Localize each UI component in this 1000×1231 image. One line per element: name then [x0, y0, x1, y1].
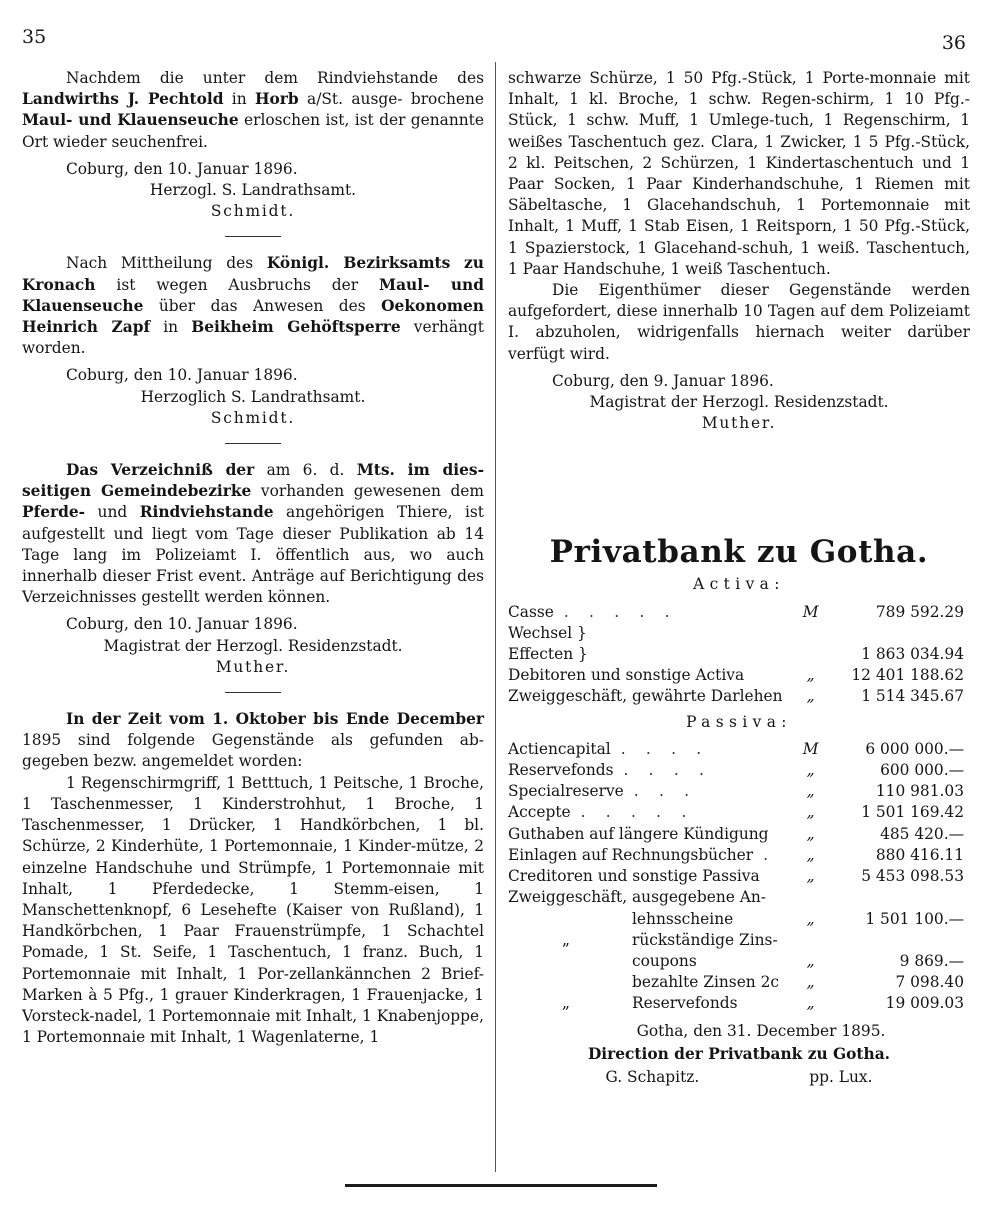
currency-mark: M: [802, 739, 819, 758]
notice-text: Mts. im dies-: [356, 461, 484, 480]
balance-row: [508, 993, 970, 1014]
currency-mark: „: [806, 803, 815, 822]
balance-label: [508, 644, 794, 665]
balance-row: [508, 739, 970, 760]
notice-text: in: [223, 90, 255, 109]
balance-row: [508, 781, 970, 802]
leader-dots: .: [763, 845, 776, 864]
balance-amount: [827, 887, 970, 908]
notice-authority: Herzoglich S. Landrathsamt.: [140, 387, 366, 406]
notice-text: In der Zeit vom 1. Oktober bis Ende December: [66, 710, 484, 729]
notice-text: am 6. d.: [254, 461, 357, 480]
notice-place-date: Coburg, den 10. Januar 1896.: [66, 366, 298, 385]
notice-text: Landwirths J. Pechtold: [22, 90, 224, 109]
notice-text: seitigen Gemeindebezirke: [22, 482, 252, 501]
notice-text: verhängt: [400, 318, 484, 337]
balance-label-text: Effecten }: [508, 645, 588, 664]
notice-text: der genannte Ort wieder seuchenfrei.: [22, 111, 484, 151]
currency-mark: „: [806, 782, 815, 801]
currency-mark: „: [806, 951, 815, 970]
balance-label-text: Zweiggeschäft, ausgegebene An-: [508, 888, 766, 907]
balance-row: [508, 760, 970, 781]
separator-rule: [225, 236, 281, 237]
currency-mark: M: [802, 602, 819, 621]
currency-mark: „: [806, 824, 815, 843]
balance-amount: 19 009.03: [885, 994, 964, 1013]
balance-amount: 1 501 100.—: [865, 909, 964, 928]
owners-notice: Die Eigenthümer dieser Gegenstände werden aufgefordert, diese innerhalb 10 Tagen auf dem Polizeiamt I. abzuholen, widrigenfalls hiernach weiter darüber verfügt wird.: [508, 281, 970, 363]
balance-row: [508, 951, 970, 972]
balance-amount: 12 401 188.62: [851, 666, 964, 685]
balance-amount: 7 098.40: [895, 973, 964, 992]
balance-label: [508, 686, 794, 707]
notice-text: vorhanden gewesenen dem: [251, 482, 485, 501]
notice-text: in: [150, 318, 192, 337]
notice-text: ab 14 Tage lang im Polizeiamt I. öffentlich aus,: [22, 524, 484, 564]
balance-amount: 1 501 169.42: [861, 803, 964, 822]
notice-text: Nach Mittheilung des: [66, 254, 267, 273]
notice-text: auf Berichtigung des Verzeichnisses gestellt werden: [22, 567, 484, 607]
balance-label-text: Accepte: [508, 803, 571, 822]
balance-row: [508, 623, 970, 644]
balance-amount: 880 416.11: [875, 845, 964, 864]
found-items-continued: schwarze Schürze, 1 50 Pfg.-Stück, 1 Porte-monnaie mit Inhalt, 1 kl. Broche, 1 schw. Regen-schirm, 1 10 Pfg.-Stück, 1 schw. Muff, 1 Umlege-tuch, 1 Regenschirm, 1 weißes Taschentuch gez. Clara, 1 Zwicker, 1 5 Pfg.-Stück, 2 kl. Peitschen, 2 Schürzen, 1 Kindertaschentuch und 1 Paar Socken, 1 Paar Kinderhandschuhe, 1 Riemen mit Säbeltasche, 1 Glacehandschuh, 1 Portemonnaie mit Inhalt, 1 Muff, 1 Stab Eisen, 1 Reitsporn, 1 50 Pfg.-Stück, 1 Spazierstock, 1 Glacehand-schuh, 1 weiß. Taschentuch, 1 Paar Handschuhe, 1 weiß Taschentuch.: [508, 69, 970, 278]
balance-row: [508, 802, 970, 823]
column-divider: [495, 62, 496, 1172]
signature-name: G. Schapitz.: [605, 1067, 700, 1086]
currency-mark: „: [806, 994, 815, 1013]
notice-text: ist wegen Ausbruchs der: [95, 275, 380, 294]
notice-verzeichnis: [22, 460, 484, 678]
balance-amount: [827, 930, 970, 951]
balance-label: [508, 824, 794, 845]
passiva-table: [508, 739, 970, 1015]
balance-amount: 789 592.29: [875, 602, 964, 621]
balance-row: [508, 909, 970, 930]
notice-text: Heinrich Zapf: [22, 318, 151, 337]
notice-text: gegeben bezw. angemeldet worden:: [22, 752, 303, 771]
balance-amount: 600 000.—: [880, 761, 964, 780]
notice-gehoeftsperre: [22, 253, 484, 429]
leader-dots: . . . . .: [580, 803, 694, 822]
notice-text: Beikheim Gehöftsperre: [191, 318, 401, 337]
balance-label-text: Specialreserve: [508, 782, 624, 801]
notice-text: Nachdem die unter dem Rindviehstande des: [66, 69, 484, 87]
currency-mark: [794, 623, 826, 644]
notice-authority: Magistrat der Herzogl. Residenzstadt.: [103, 636, 403, 655]
notice-text: über das Anwesen des: [143, 296, 382, 315]
balance-label-text: Casse: [508, 602, 554, 621]
currency-mark: „: [806, 666, 815, 685]
separator-rule: [225, 692, 281, 693]
currency-mark: [794, 930, 826, 951]
balance-label: [508, 845, 794, 866]
balance-row: [508, 866, 970, 887]
bank-place-date: Gotha, den 31. December 1895.: [636, 1021, 886, 1040]
balance-amount: 6 000 000.—: [865, 739, 964, 758]
notice-text: zu Kronach: [22, 254, 484, 294]
notice-authority: Herzogl. S. Landrathsamt.: [149, 181, 357, 200]
notice-text: Klauenseuche: [22, 296, 144, 315]
balance-label: [508, 866, 794, 887]
notice-text: können.: [267, 588, 331, 607]
balance-label-text: Actiencapital: [508, 739, 611, 758]
notice-signer: Schmidt.: [210, 408, 296, 427]
balance-amount: [827, 623, 970, 644]
balance-label: [508, 993, 794, 1014]
ditto-mark: „: [562, 994, 570, 1013]
notice-text: Oekonomen: [381, 296, 484, 315]
notice-text: wo auch innerhalb dieser Frist event. Anträge: [22, 545, 484, 586]
notice-text: Königl. Bezirksamts: [266, 254, 451, 273]
leader-dots: . . .: [633, 782, 697, 801]
balance-row: [508, 930, 970, 951]
balance-label-text: Creditoren und sonstige Passiva: [508, 867, 760, 886]
balance-row: [508, 972, 970, 993]
footer-rule: [345, 1184, 657, 1187]
balance-amount: 485 420.—: [880, 824, 964, 843]
right-column: [508, 68, 970, 1088]
notice-signer: Schmidt.: [210, 202, 296, 221]
notice-fundsachen: [22, 709, 484, 1048]
passiva-heading: Passiva:: [686, 712, 792, 731]
signature-name: pp. Lux.: [809, 1067, 873, 1086]
notice-text: ist aufgestellt und liegt vom Tage dieser Publikation: [22, 503, 484, 543]
page-number-left: 35: [22, 26, 47, 48]
balance-row: [508, 887, 970, 908]
currency-mark: „: [806, 909, 815, 928]
balance-label: [508, 930, 794, 951]
balance-label-text: rückständige Zins-: [632, 930, 778, 949]
activa-table: [508, 602, 970, 708]
currency-mark: [794, 644, 826, 665]
notice-text: Rindviehstande: [139, 503, 274, 522]
balance-label-text: coupons: [632, 951, 697, 970]
balance-row: [508, 845, 970, 866]
leader-dots: . . . .: [620, 739, 709, 758]
balance-label: [508, 802, 794, 823]
currency-mark: „: [806, 845, 815, 864]
balance-label-text: Zweiggeschäft, gewährte Darlehen: [508, 687, 783, 706]
notice-text: Maul- und: [379, 275, 484, 294]
notice-place-date: Coburg, den 10. Januar 1896.: [66, 159, 298, 178]
balance-label: [508, 739, 794, 760]
balance-label-text: Einlagen auf Rechnungsbücher: [508, 845, 754, 864]
currency-mark: [794, 887, 826, 908]
notice-text: worden.: [22, 339, 86, 358]
separator-rule: [225, 443, 281, 444]
currency-mark: „: [806, 761, 815, 780]
balance-label: [508, 909, 794, 930]
notice-text: Horb: [255, 90, 299, 109]
balance-label-text: lehnsscheine: [632, 909, 734, 928]
leader-dots: . . . . .: [563, 602, 678, 621]
balance-label: [508, 665, 794, 686]
balance-amount: 110 981.03: [875, 782, 964, 801]
notice-text: erloschen ist, ist: [238, 111, 374, 130]
balance-label-text: bezahlte Zinsen 2c: [632, 973, 780, 992]
notice-signer: Muther.: [215, 657, 291, 676]
balance-amount: 9 869.—: [899, 951, 964, 970]
bank-title: Privatbank zu Gotha.: [549, 534, 929, 571]
balance-amount: 1 514 345.67: [861, 687, 964, 706]
notice-text: a/St. ausge-: [298, 90, 403, 109]
balance-label: [508, 760, 794, 781]
currency-mark: „: [806, 973, 815, 992]
balance-label-text: Reservefonds: [508, 761, 614, 780]
balance-row: [508, 644, 970, 665]
notice-seuchenfrei: [22, 68, 484, 222]
notice-authority: Magistrat der Herzogl. Residenzstadt.: [589, 393, 889, 412]
balance-label: [508, 972, 794, 993]
balance-label-text: Reservefonds: [632, 994, 738, 1013]
currency-mark: „: [806, 687, 815, 706]
balance-label: [508, 951, 794, 972]
bank-signatures: [508, 1067, 970, 1088]
balance-amount: 5 453 098.53: [861, 867, 964, 886]
found-items-list: 1 Regenschirmgriff, 1 Betttuch, 1 Peitsche, 1 Broche, 1 Taschenmesser, 1 Kinderstrohhut, 1 Broche, 1 Taschenmesser, 1 Drücker, 1 Handkörbchen, 1 bl. Schürze, 2 Kinderhüte, 1 Portemonnaie, 1 Kinder-mütze, 2 einzelne Handschuhe und Strümpfe, 1 Portemonnaie mit Inhalt, 1 Pferdedecke, 1 Stemm-eisen, 1 Manschettenknopf, 6 Lesehefte (Kaiser von Rußland), 1 Handkörbchen, 1 Paar Frauenstrümpfe, 1 Schachtel Pomade, 1 St. Seife, 1 Taschentuch, 1 franz. Buch, 1 Portemonnaie mit Inhalt, 1 Por-zellankännchen 2 Brief-Marken à 5 Pfg., 1 grauer Kinderkragen, 1 Frauenjacke, 1 Vorsteck-nadel, 1 Portemonnaie mit Inhalt, 1 Knabenjoppe, 1 Portemonnaie mit Inhalt, 1 Wagenlaterne, 1: [22, 773, 484, 1047]
notice-text: 1895 sind folgende Gegenstände als gefunden ab-: [22, 731, 484, 750]
balance-row: [508, 602, 970, 623]
notice-text: angehörigen Thiere,: [273, 503, 453, 522]
balance-label-text: Debitoren und sonstige Activa: [508, 666, 745, 685]
activa-heading: Activa:: [693, 575, 785, 594]
leader-dots: . . . .: [623, 761, 712, 780]
balance-amount: 1 863 034.94: [861, 645, 964, 664]
balance-label-text: Guthaben auf längere Kündigung: [508, 824, 769, 843]
balance-label: [508, 623, 794, 644]
currency-mark: „: [806, 867, 815, 886]
page-number-right: 36: [941, 32, 966, 54]
notice-text: brochene: [410, 90, 484, 109]
balance-label: [508, 781, 794, 802]
balance-label: [508, 602, 794, 623]
notice-text: Maul- und Klauenseuche: [22, 111, 239, 130]
notice-text: und: [85, 503, 140, 522]
balance-label-text: Wechsel }: [508, 623, 587, 642]
notice-place-date: Coburg, den 9. Januar 1896.: [552, 371, 774, 390]
balance-row: [508, 665, 970, 686]
balance-label: [508, 887, 794, 908]
notice-signer: Muther.: [701, 414, 777, 433]
notice-text: Pferde-: [22, 503, 86, 522]
balance-row: [508, 686, 970, 707]
ditto-mark: „: [562, 930, 570, 949]
left-column: [22, 68, 484, 1050]
notice-place-date: Coburg, den 10. Januar 1896.: [66, 615, 298, 634]
balance-row: [508, 824, 970, 845]
notice-text: Das Verzeichniß der: [66, 461, 255, 480]
bank-direction: Direction der Privatbank zu Gotha.: [587, 1044, 891, 1063]
